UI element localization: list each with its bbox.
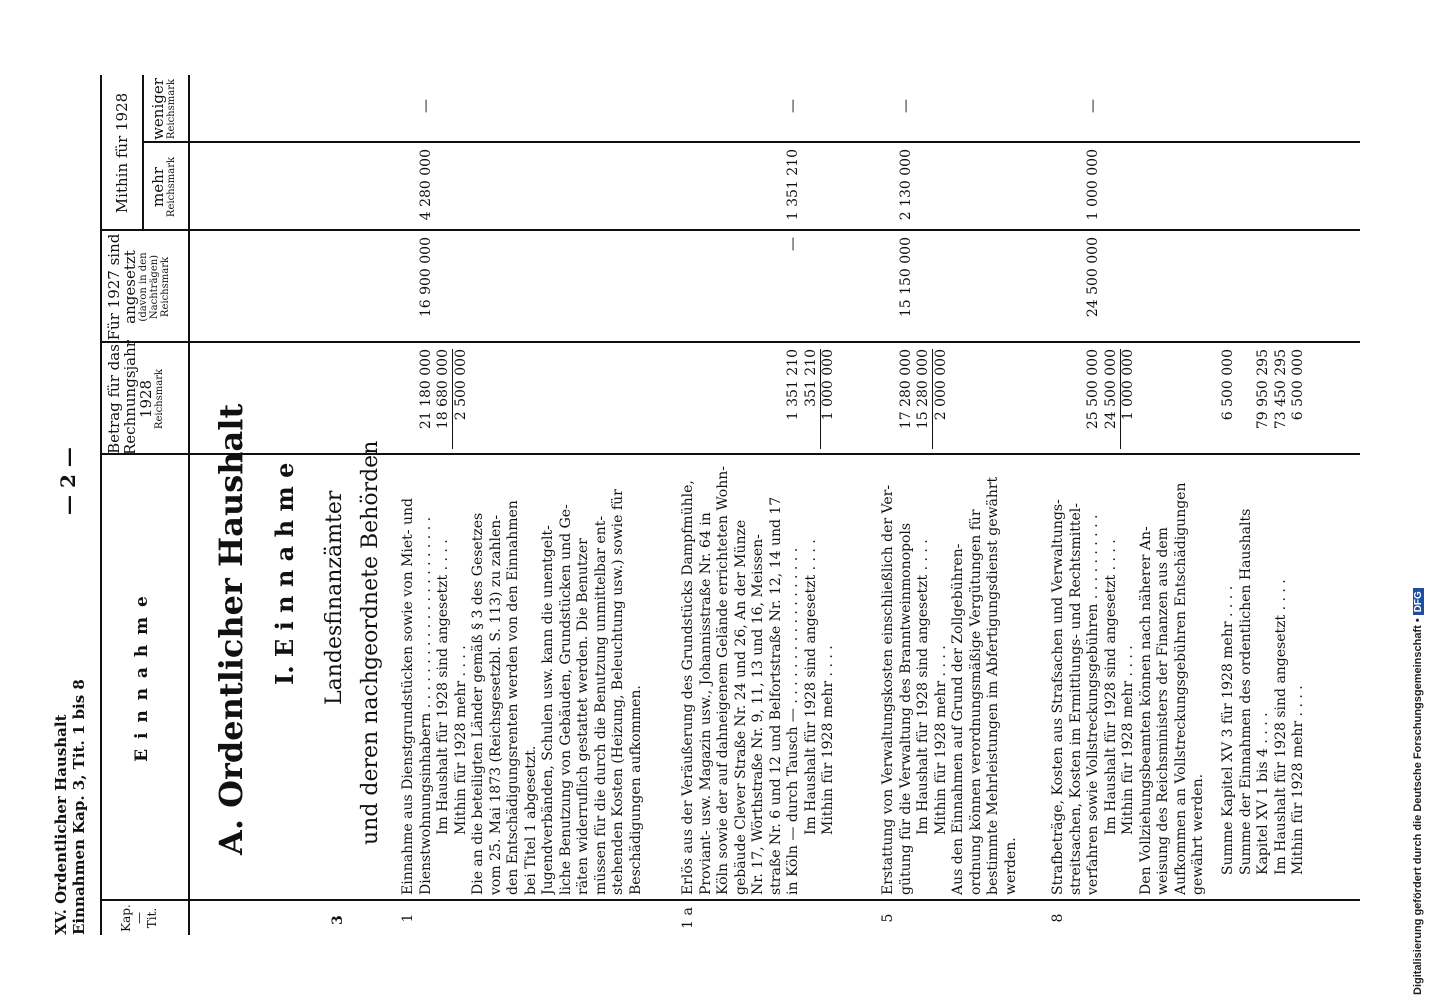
budget-table	[52, 75, 1360, 935]
entry-line: Mithin für 1928 mehr . . . .	[932, 645, 949, 835]
dfg-sidebar	[1412, 5, 1424, 995]
col-sep-betrag	[100, 342, 1360, 344]
entry-line: werden.	[1002, 837, 1019, 895]
entry-line: Den Vollziehungsbeamten können nach näherer An-	[1137, 526, 1154, 895]
summary-betrag: 79 950 295	[1255, 349, 1271, 430]
header-1927: Für 1927 sind angesetzt (davon in den Nachträgen) Reichsmark	[105, 233, 171, 341]
entry-line: gewährt werden.	[1190, 773, 1206, 895]
fuer1927-value: —	[785, 237, 801, 251]
entry-line: Im Haushalt für 1928 sind angesetzt . . . .	[915, 539, 931, 835]
weniger-value: —	[785, 99, 801, 113]
entry-line: streitsachen, Kosten im Ermittlungs- und Rechtsmittel-	[1067, 503, 1084, 895]
entry-line: gütung für die Verwaltung des Branntweinmonopols	[897, 522, 914, 895]
entry-line: Mithin für 1928 mehr . . . .	[1120, 645, 1136, 835]
entry-line: liche Benutzung von Gebäuden, Grundstücken und Ge-	[557, 504, 574, 895]
betrag-value: 15 280 000	[915, 349, 931, 430]
summary-line: Kapitel XV 1 bis 4 . . . .	[1255, 712, 1271, 875]
betrag-value: 2 000 000	[932, 349, 949, 421]
weniger-value: —	[417, 99, 434, 113]
weniger-value: —	[1085, 99, 1101, 113]
entry-line: Im Haushalt für 1928 sind angesetzt . . . .	[802, 539, 819, 835]
entry-line: Erlös aus der Veräußerung des Grundstücks Dampfmühle,	[680, 480, 696, 895]
entry-line: Beschädigungen aufkommen.	[627, 685, 644, 895]
heading-einnahme: I. E i n n a h m e	[270, 462, 299, 685]
mithin-subrule	[142, 75, 144, 231]
entry-line: weisung des Reichsministers der Finanzen aus dem	[1155, 527, 1171, 895]
mehr-value: 1 351 210	[785, 149, 801, 221]
entry-line: Aufkommen an Vollstreckungsgebühren Entschädigungen	[1172, 482, 1189, 895]
betrag-value: 1 000 000	[1120, 349, 1136, 421]
heading-behoerden: und deren nachgeordnete Behörden	[358, 440, 383, 845]
betrag-value: 1 351 210	[785, 349, 801, 421]
running-head-line1: XV. Ordentlicher Haushalt	[52, 714, 70, 935]
entry-tit: 8	[1050, 913, 1066, 923]
entry-line: den Entschädigungsrenten werden von den Einnahmen	[505, 500, 521, 895]
entry-line: ordnung können verordnungsmäßige Vergütungen für	[967, 509, 984, 895]
running-head-line2: Einnahmen Kap. 3, Tit. 1 bis 8	[70, 679, 88, 935]
entry-line: stehenden Kosten (Heizung, Beleuchtung usw.) sowie für	[610, 489, 626, 895]
page-number: — 2 —	[56, 447, 80, 515]
kap-number: 3	[330, 915, 346, 925]
entry-line: räten widerruflich gestattet werden. Die Benutzer	[575, 538, 591, 895]
fuer1927-value: 15 150 000	[897, 237, 914, 318]
entry-line: Einnahme aus Dienstgrundstücken sowie von Miet- und	[400, 498, 416, 895]
entry-line: Mithin für 1928 mehr . . . .	[452, 645, 469, 835]
entry-line: bei Titel 1 abgesetzt.	[522, 745, 539, 895]
betrag-value: 2 500 000	[452, 349, 469, 421]
col-sep-einnahme	[100, 454, 1360, 456]
betrag-value: 1 000 000	[820, 349, 836, 421]
header-mithin: Mithin für 1928	[113, 92, 131, 214]
mehr-value: 2 130 000	[897, 149, 914, 221]
col-sep-1927	[100, 230, 1360, 232]
entry-line: vom 25. Mai 1873 (Reichsgesetzbl. S. 113) zu zahlen-	[487, 514, 504, 895]
col-sep-kap	[100, 900, 1360, 902]
sidebar-text: Digitalisierung gefördert durch die Deutsche Forschungsgemeinschaft •	[1412, 618, 1424, 995]
entry-line: Nr. 17, Wörthstraße Nr. 9, 11, 13 und 16, Meissen-	[750, 534, 766, 895]
dfg-badge: DFG	[1413, 588, 1424, 615]
fuer1927-value: 24 500 000	[1085, 237, 1101, 318]
betrag-value: 24 500 000	[1102, 349, 1119, 430]
entry-line: Im Haushalt für 1928 sind angesetzt . . . .	[1102, 539, 1119, 835]
header-betrag: Betrag für das Rechnungsjahr 1928 Reichsmark	[105, 340, 165, 455]
betrag-value: 21 180 000	[417, 349, 434, 430]
entry-line: Im Haushalt für 1928 sind angesetzt . . . .	[435, 539, 451, 835]
entry-line: Mithin für 1928 mehr . . . .	[820, 645, 836, 835]
header-mehr: mehr Reichsmark	[149, 156, 177, 218]
summary-line: Mithin für 1928 mehr . . . .	[1290, 685, 1306, 875]
header-rule	[188, 75, 190, 935]
header-einnahme: E i n n a h m e	[132, 594, 152, 762]
entry-tit: 1	[400, 913, 416, 923]
fuer1927-value: 16 900 000	[417, 237, 434, 318]
entry-line: Proviant- usw. Magazin usw., Johannisstraße Nr. 64 in	[697, 512, 714, 895]
mehr-value: 4 280 000	[417, 149, 434, 221]
header-kap-tit: Kap. — Tit.	[119, 904, 159, 932]
betrag-value: 17 280 000	[897, 349, 914, 430]
entry-line: bestimmte Mehrleistungen im Abfertigungsdienst gewährt	[985, 476, 1001, 895]
summary-betrag: 6 500 000	[1290, 349, 1306, 421]
weniger-value: —	[897, 99, 914, 113]
header-weniger: weniger Reichsmark	[149, 78, 177, 140]
entry-line: verfahren sowie Vollstreckungsgebühren . . . . . . . . . .	[1085, 514, 1101, 895]
summary-betrag: 6 500 000	[1220, 349, 1236, 421]
mehr-value: 1 000 000	[1085, 149, 1101, 221]
table-top-rule	[100, 75, 102, 935]
summary-line: Summe der Einnahmen des ordentlichen Haushalts	[1237, 508, 1254, 875]
entry-line: Dienstwohnungsinhabern . . . . . . . . . . . . . . . . . . . . . .	[417, 516, 434, 895]
summary-line: Summe Kapitel XV 3 für 1928 mehr . . . .	[1220, 585, 1236, 875]
summary-betrag: 73 450 295	[1272, 349, 1289, 430]
entry-tit: 5	[880, 913, 896, 923]
entry-line: Erstattung von Verwaltungskosten einschließlich der Ver-	[880, 484, 896, 895]
entry-line: müssen für die durch die Benutzung unmittelbar ent-	[592, 515, 609, 895]
entry-line: Aus den Einnahmen auf Grund der Zollgebühren-	[950, 543, 966, 895]
summary-line: Im Haushalt für 1928 sind angesetzt . . . .	[1272, 579, 1289, 875]
entry-line: gebäude Clever Straße Nr. 24 und 26, An der Münze	[732, 519, 749, 895]
entry-line: Die an die beteiligten Länder gemäß § 3 des Gesetzes	[470, 512, 486, 895]
entry-tit: 1 a	[680, 907, 696, 929]
betrag-value: 25 500 000	[1085, 349, 1101, 430]
entry-line: Jugendverbänden, Schulen usw. kann die unentgelt-	[540, 525, 556, 895]
betrag-value: 18 680 000	[435, 349, 451, 430]
entry-line: in Köln — durch Tausch — . . . . . . . . . . . . . . . . . .	[785, 547, 801, 895]
betrag-value: 351 210	[802, 349, 819, 407]
col-sep-mehr	[142, 142, 1360, 144]
entry-line: straße Nr. 6 und 12 und Belfortstraße Nr. 12, 14 und 17	[767, 496, 784, 895]
heading-ordentlicher-haushalt: A. Ordentlicher Haushalt	[212, 403, 250, 855]
entry-line: Strafbeträge, Kosten aus Strafsachen und Verwaltungs-	[1050, 499, 1066, 895]
heading-landesfinanzaemter: Landesfinanzämter	[322, 490, 347, 705]
entry-line: Köln sowie der auf dahneigenem Gelände errichteten Wohn-	[715, 466, 731, 895]
